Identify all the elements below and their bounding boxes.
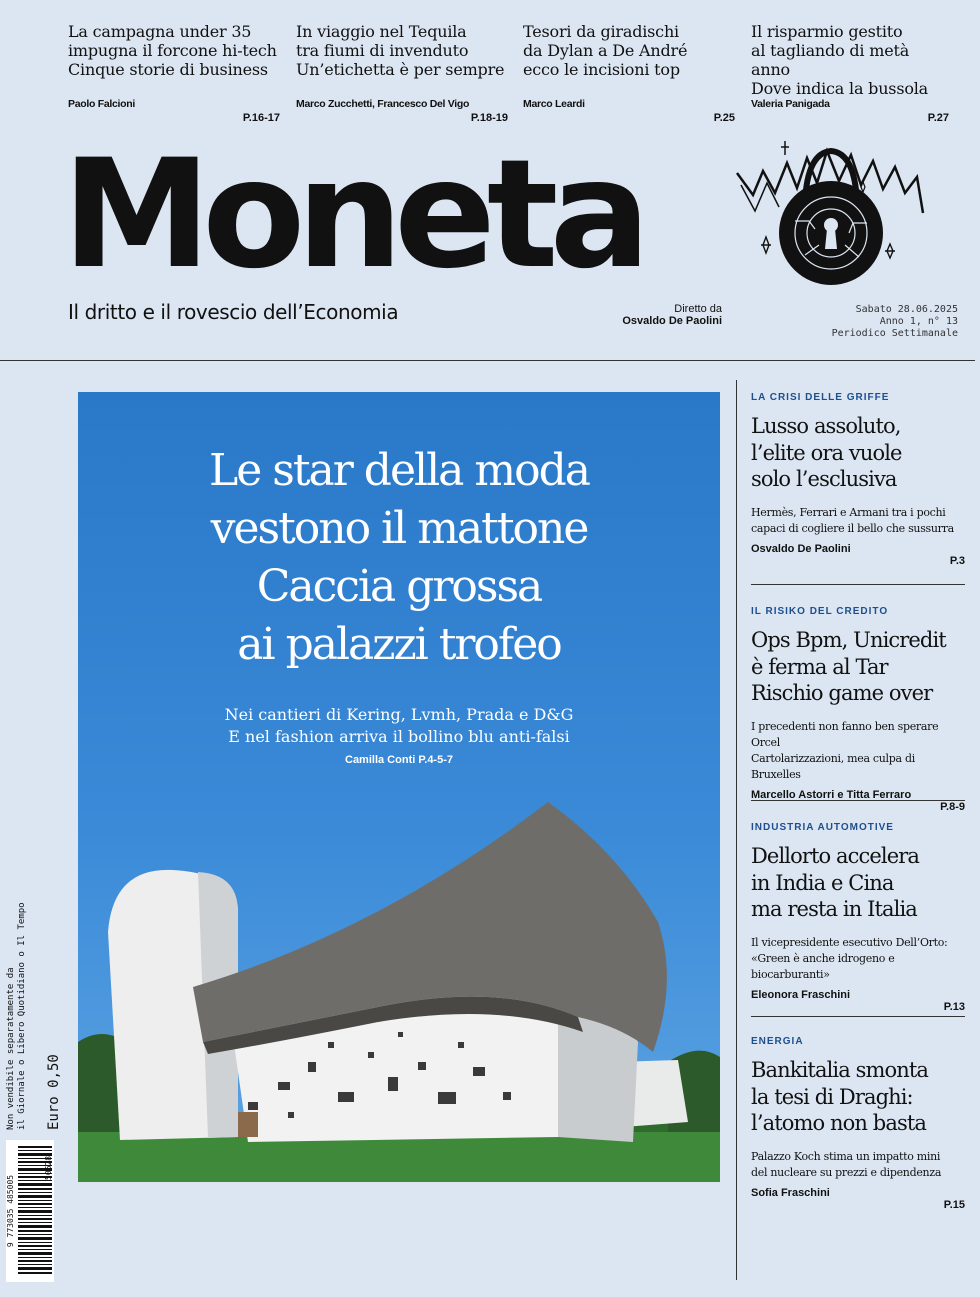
teaser-page: P.16-17 bbox=[242, 112, 280, 124]
issue-number: Anno 1, n° 13 bbox=[879, 316, 958, 327]
teaser-author: Paolo Falcioni bbox=[68, 98, 135, 110]
barcode bbox=[6, 1140, 54, 1282]
story-page: P.3 bbox=[949, 554, 965, 567]
hero-deck: Nei cantieri di Kering, Lvmh, Prada e D&G E nel fashion arriva il bollino blu anti-falsi bbox=[224, 705, 574, 746]
story-page: P.8-9 bbox=[940, 800, 965, 813]
story-divider bbox=[751, 584, 965, 585]
teaser[interactable] bbox=[68, 22, 280, 128]
story-headline: Ops Bpm, Unicredit è ferma al Tar Rischio game over bbox=[751, 628, 946, 705]
teaser-author: Marco Zucchetti, Francesco Del Vigo bbox=[296, 98, 470, 110]
director-label: Diretto da bbox=[674, 303, 722, 315]
barcode-issue-code: 50628 bbox=[44, 1155, 53, 1180]
story-summary: Il vicepresidente esecutivo Dell’Orto: «Green è anche idrogeno e biocarburanti» bbox=[751, 935, 948, 981]
issue-frequency: Periodico Settimanale bbox=[831, 328, 958, 339]
story-kicker: INDUSTRIA AUTOMOTIVE bbox=[751, 822, 894, 833]
hero-story[interactable] bbox=[78, 392, 720, 1182]
director-name: Osvaldo De Paolini bbox=[622, 315, 722, 327]
sidebar-story[interactable] bbox=[751, 1036, 965, 1211]
teaser[interactable] bbox=[296, 22, 508, 128]
sidebar-stories bbox=[736, 380, 976, 1280]
story-divider bbox=[751, 800, 965, 801]
story-page: P.15 bbox=[943, 1198, 965, 1211]
story-headline: Bankitalia smonta la tesi di Draghi: l’atomo non basta bbox=[751, 1058, 929, 1135]
story-author: Marcello Astorri e Titta Ferraro bbox=[751, 788, 912, 801]
barcode-number: 9 773035 485005 bbox=[6, 1174, 15, 1248]
cover-price: Euro 0,50 bbox=[46, 1054, 62, 1130]
teaser-page: P.27 bbox=[927, 112, 949, 124]
masthead-divider bbox=[0, 360, 975, 361]
story-divider bbox=[751, 1016, 965, 1017]
story-author: Sofia Fraschini bbox=[751, 1186, 830, 1199]
distribution-note bbox=[6, 902, 66, 1130]
story-summary: I precedenti non fanno ben sperare Orcel Cartolarizzazioni, mea culpa di Bruxelles bbox=[751, 719, 939, 781]
story-kicker: IL RISIKO DEL CREDITO bbox=[751, 606, 889, 617]
sidebar-story[interactable] bbox=[751, 392, 965, 567]
sidebar-story[interactable] bbox=[751, 606, 965, 813]
hero-headline: Le star della moda vestono il mattone Caccia grossa ai palazzi trofeo bbox=[209, 445, 589, 670]
story-summary: Palazzo Koch stima un impatto mini del nucleare su prezzi e dipendenza bbox=[751, 1149, 942, 1179]
teaser-author: Marco Leardi bbox=[523, 98, 585, 110]
issue-date: Sabato 28.06.2025 bbox=[855, 304, 958, 315]
teaser[interactable] bbox=[523, 22, 735, 128]
masthead-title: Moneta bbox=[62, 128, 642, 302]
sidebar-story[interactable] bbox=[751, 822, 965, 1013]
teaser-title: Tesori da giradischi da Dylan a De André ecco le incisioni top bbox=[523, 22, 688, 79]
story-kicker: ENERGIA bbox=[751, 1036, 804, 1047]
top-teasers bbox=[68, 22, 950, 132]
teaser[interactable] bbox=[751, 22, 949, 128]
story-summary: Hermès, Ferrari e Armani tra i pochi capaci di cogliere il bello che sussurra bbox=[751, 505, 954, 535]
story-author: Eleonora Fraschini bbox=[751, 988, 851, 1001]
story-author: Osvaldo De Paolini bbox=[751, 542, 851, 555]
story-headline: Dellorto accelera in India e Cina ma resta in Italia bbox=[751, 844, 920, 921]
teaser-title: In viaggio nel Tequila tra fiumi di invenduto Un’etichetta è per sempre bbox=[296, 22, 505, 79]
teaser-page: P.25 bbox=[713, 112, 735, 124]
director-credit bbox=[622, 303, 722, 327]
distribution-text: Non vendibile separatamente da il Giornale o Libero Quotidiano o Il Tempo bbox=[6, 902, 27, 1130]
teaser-title: Il risparmio gestito al tagliando di metà anno Dove indica la bussola bbox=[751, 22, 929, 98]
teaser-author: Valeria Panigada bbox=[751, 98, 830, 110]
teaser-title: La campagna under 35 impugna il forcone hi-tech Cinque storie di business bbox=[68, 22, 277, 79]
story-kicker: LA CRISI DELLE GRIFFE bbox=[751, 392, 890, 403]
story-page: P.13 bbox=[943, 1000, 965, 1013]
masthead-tagline: Il dritto e il rovescio dell’Economia bbox=[68, 300, 399, 324]
hero-author: Camilla Conti P.4-5-7 bbox=[345, 754, 453, 766]
chapel-photo bbox=[78, 792, 720, 1182]
padlock-logo-icon bbox=[735, 133, 925, 293]
story-headline: Lusso assoluto, l’elite ora vuole solo l’esclusiva bbox=[751, 414, 902, 491]
issue-dateline bbox=[832, 304, 958, 340]
teaser-page: P.18-19 bbox=[470, 112, 508, 124]
